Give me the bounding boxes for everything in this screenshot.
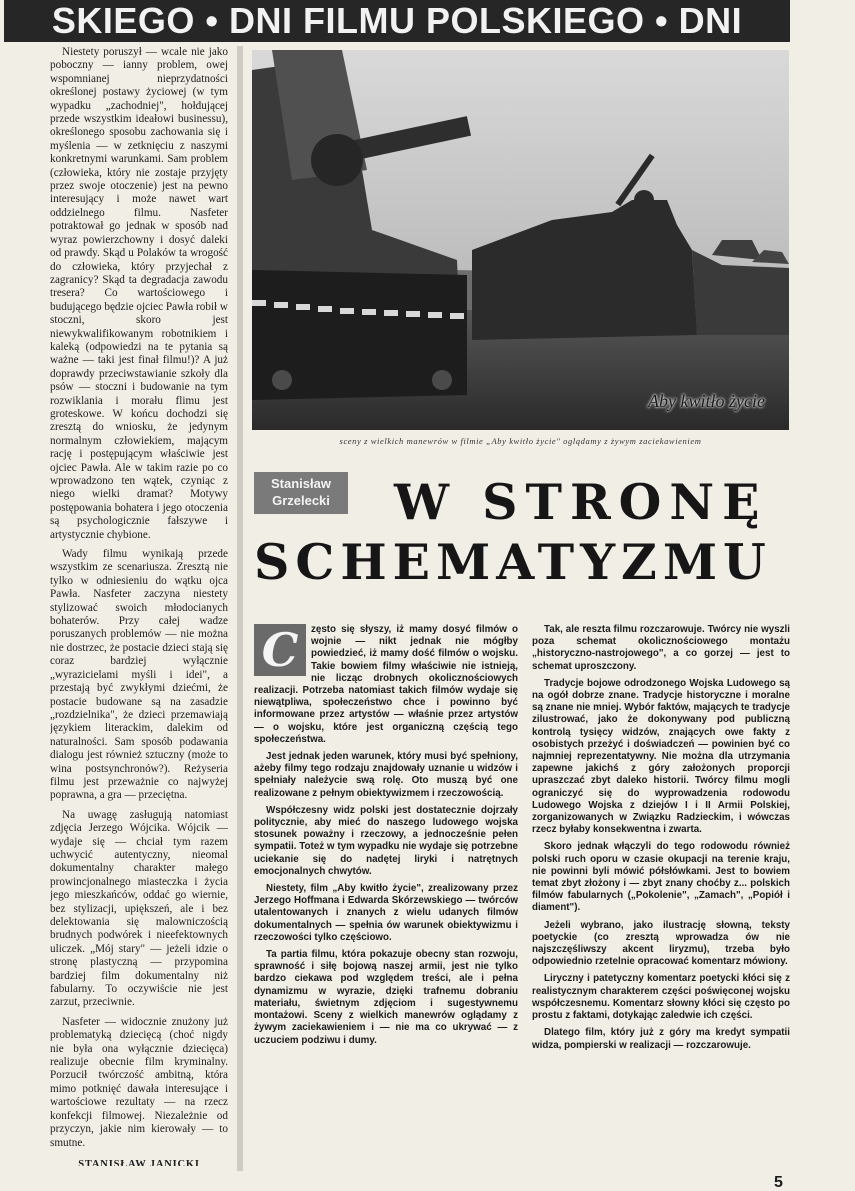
article-paragraph: Niestety, film „Aby kwitło życie", zrealizowany przez Jerzego Hoffmana i Edwarda Skórzewskiego — twórców utalentowanych i znanych z wielu udanych filmów dokumentalnych — spełnia ów warunek obiektywizmu i rzeczowości tylko częściowo. bbox=[254, 883, 518, 943]
left-paragraph: Niestety poruszył — wcale nie jako poboczny — ianny problem, owej wspomnianej nieprzydatności określonej postawy życiowej (w tym wypadku „zachodniej", hołdującej przede wszystkim ideałowi businessu), określonego sposobu zachowania się i myślenia — w zetknięciu z naszymi konkretnymi warunkami. Sam problem (człowieka, który nie zostaje przyjęty przez swoje otoczenie) jest na pewno interesujący i może nawet wart oddzielnego filmu. Nasfeter potraktował go jednak w sposób nad wyraz powierzchowny i dosyć daleki od prawdy. Skąd u Polaków ta wrogość do człowieka, który przyjechał z zagranicy? Skąd ta degradacja zawodu tresera? Co wartościowego i budującego będzie ojciec Pawła robił w stoczni, skoro jest niewykwalifikowanym robotnikiem i kaleką (odpowiedzi na te pytania są ważne — taki jest finał filmu!)? A już doprawdy przeciwstawianie szkoły dla psów — stoczni i budowanie na tym rozwiklania i morału flimu jest groteskowe. W końcu dochodzi się zresztą do wniosku, że jedynym normalnym człowiekiem, mającym rację i postępującym właściwie jest ojciec Pawła. Ale w takim razie po co wprowadzono ten wątek, czyniąc z niego wielki dramat? Motywy postępowania bohatera i jego otoczenia są psychologicznie fałszywe i artystycznie chybione. bbox=[50, 46, 228, 541]
article-column-middle bbox=[254, 624, 518, 1169]
article-column-right bbox=[532, 624, 790, 1169]
dropcap-letter: C bbox=[254, 624, 306, 676]
photo-caption: sceny z wielkich manewrów w filmie „Aby kwitło życie" oglądamy z żywym zaciekawieniem bbox=[339, 436, 702, 446]
article-paragraph: Ta partia filmu, która pokazuje obecny stan rozwoju, sprawność i siłę bojową naszej armii, jest nie tylko bardzo ciekawa pod względem treści, ale i pełna dynamizmu w wyrazie, dzięki trafnemu dobraniu materiału, świetnym zdjęciom i sugestywnemu montażowi. Sceny z wielkich manewrów oglądamy z żywym zaciekawieniem i — nie ma co ukrywać — z uczuciem podziwu i dumy. bbox=[254, 949, 518, 1046]
left-paragraph: Na uwagę zasługują natomiast zdjęcia Jerzego Wójcika. Wójcik — wydaje się — chciał tym razem uchwycić autentyczny, nieomal dokumentalny charakter małego prowincjonalnego miasteczka i życia jego mieszkańców, oddać go wiernie, bez stylizacji, upiększeń, ale i bez delektowania się malowniczością brudnych podwórek i nieefektownych uliczek. „Mój stary" — jeżeli idzie o stronę plastyczną — przypomina bardziej film dokumentalny niż fabularny. To oczywiście nie jest zarzut, przeciwnie. bbox=[50, 808, 228, 1009]
article-paragraph: Współczesny widz polski jest dostatecznie dojrzały politycznie, aby mieć do naszego ludowego wojska stosunek poważny i rzeczowy, a jednocześnie pełen sympatii. Toteż w tym wypadku nie wydaje się potrzebne uciekanie się do nadętej liryki i natrętnych emocjonalnych chwytów. bbox=[254, 804, 518, 877]
left-paragraph: Nasfeter — widocznie znużony już problematyką dziecięcą (choć nigdy nie była ona wyłącznie dziecięca) realizuje obecnie film kryminalny. Porzucił twórczość ambitną, która mimo potknięć dawała interesujące i wartościowe rezultaty — na rzecz konfekcji filmowej. Niezależnie od przyczyn, jakie nim kierowały — to smutne. bbox=[50, 1015, 228, 1149]
article-paragraph: Liryczny i patetyczny komentarz poetycki kłóci się z realistycznym charakterem części poświęconej wojsku współczesnemu. Komentarz słowny kłóci się często po prostu z faktami, dotykając zaledwie ich części. bbox=[532, 973, 790, 1022]
column-divider bbox=[237, 46, 243, 1171]
article-headline bbox=[254, 472, 790, 592]
headline-line-2: SCHEMATYZMU bbox=[254, 533, 772, 591]
left-paragraph: Wady filmu wynikają przede wszystkim ze scenariusza. Zresztą nie tylko w odniesieniu do wątku ojca Pawła. Nasfeter zaczyna niestety stylizować swoich młodocianych bohaterów. Przy całej wadze poruszanych problemów — nie można nie dostrzec, że postacie dzieci stają się coraz bardziej wyłącznie „wyrazicielami myśli i idei", a przestają być zwykłymi dziećmi, że postacie budowane są na zasadzie „rozdzielnika", że dzieci przemawiają językiem literackim, dalekim od naturalności. Sam sposób podawania dialogu jest również sztuczny (może to wina postsynchronów?). Reżyseria filmu jest przeważnie co najwyżej poprawna, a gra — przeciętna. bbox=[50, 548, 228, 802]
page-number: 5 bbox=[774, 1174, 783, 1191]
article-paragraph: Skoro jednak włączyli do tego rodowodu również polski ruch oporu w czasie okupacji na terenie kraju, nie powinni byli mówić półsłówkami. Jest to bowiem temat zbyt złożony i — zbyt znany choćby z... polskich filmów fabularnych („Pokolenie", „Zamach", „Popiół i diament"). bbox=[532, 841, 790, 914]
article-paragraph: Jest jednak jeden warunek, który musi być spełniony, ażeby filmy tego rodzaju znajdowały uznanie u widzów i spełniały należycie swą rolę. Oto muszą być one realizowane z pełnym obiektywizmem i rzeczowością. bbox=[254, 751, 518, 799]
headline-line-1: W STRONĘ bbox=[394, 473, 768, 531]
left-column-review bbox=[50, 46, 228, 1166]
review-signature: STANISŁAW JANICKI bbox=[78, 1158, 200, 1166]
article-paragraph: Tak, ale reszta filmu rozczarowuje. Twórcy nie wyszli poza schemat okolicznościowego montażu „historyczno-nastrojowego", a co gorzej — jest to schemat uproszczony. bbox=[532, 624, 790, 672]
tank-scene-illustration bbox=[252, 50, 789, 430]
article-paragraph: Jeżeli wybrano, jako ilustrację słowną, teksty poetyckie (co zresztą wprowadza ów nie najszczęśliwszy akcent liryzmu), trzeba było odpowiednio rzetelnie opracować komentarz mówiony. bbox=[532, 919, 790, 968]
article-paragraph: Tradycje bojowe odrodzonego Wojska Ludowego są na ogół dobrze znane. Tradycje historyczne i moralne są znane nie mniej. Wybór faktów, mających te tradycje zilustrować, jako że dokonywany pod publiczną kontrolą tysięcy widzów, znających owe fakty z osobistych przeżyć i doświadczeń — powinien być co najmniej reprezentatywny. Nie można dla utrzymania zapewne jakichś z góry założonych proporcji upraszczać zbyt daleko historii. Twórcy filmu mogli ograniczyć się do wyprowadzenia rodowodu Ludowego Wojska z dziejów I i II Armii Polskiej, zorganizowanych w Związku Radzieckim, i wówczas rzecz byłaby konsekwentna i zwarta. bbox=[532, 677, 790, 836]
article-paragraph bbox=[254, 624, 518, 746]
film-still-photo bbox=[252, 50, 789, 430]
article-paragraph-text: zęsto się słyszy, iż mamy dosyć filmów o wojnie — nikt jednak nie mógłby powiedzieć, iż mamy dość filmów o wojsku. Takie bowiem filmy właściwie nie istnieją, nie licząc drobnych okolicznościowych realizacji. Potrzeba natomiast takich filmów wydaje się niewątpliwa, społeczeństwo chce i powinno być informowane przez artystów — właśnie przez artystów — o wojsku, które jest organiczną częścią tego społeczeństwa. bbox=[254, 624, 518, 745]
article-paragraph: Dlatego film, który już z góry ma kredyt sympatii widza, pompierski w realizacji — rozczarowuje. bbox=[532, 1027, 790, 1051]
banner-text: SKIEGO • DNI FILMU POLSKIEGO • DNI bbox=[51, 0, 743, 41]
header-banner bbox=[4, 0, 790, 42]
author-box: Stanisław Grzelecki bbox=[254, 472, 348, 514]
photo-overlay-title: Aby kwitło życie bbox=[648, 391, 765, 411]
